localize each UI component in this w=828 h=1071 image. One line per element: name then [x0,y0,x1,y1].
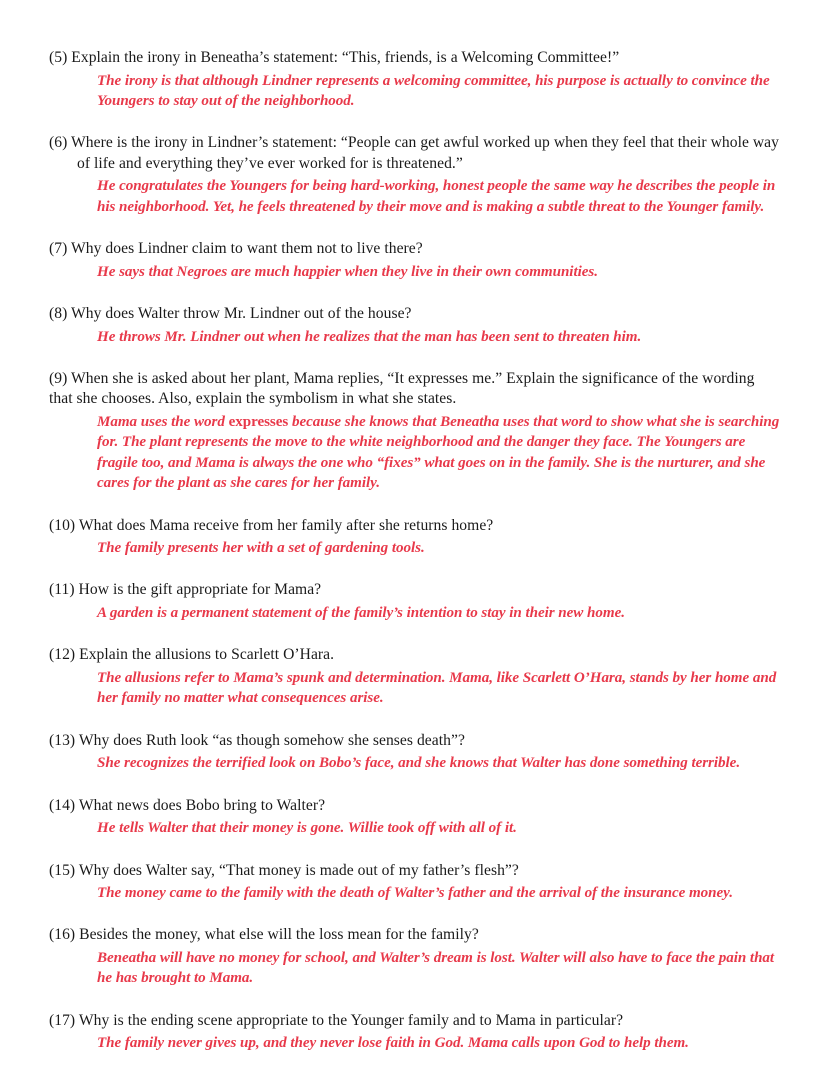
question-text: (10) What does Mama receive from her family after she returns home? [49,516,494,534]
qa-block [49,133,780,217]
question-text: (13) Why does Ruth look “as though somehow she senses death”? [49,731,465,749]
qa-block [49,861,780,904]
answer-text: He throws Mr. Lindner out when he realizes that the man has been sent to threaten him. [97,328,642,345]
qa-block [49,369,780,494]
answer-emphasis-word: expresses [228,413,289,430]
question-text: (15) Why does Walter say, “That money is made out of my father’s flesh”? [49,861,519,879]
qa-block [49,48,780,111]
answer-text: The irony is that although Lindner represents a welcoming committee, his purpose is actually to convince the Youngers to stay out of the neighborhood. [97,72,770,109]
answer-text: She recognizes the terrified look on Bobo’s face, and she knows that Walter has done something terrible. [97,755,741,772]
question-text: (7) Why does Lindner claim to want them not to live there? [49,240,423,258]
qa-block [49,304,780,347]
question-text: (9) When she is asked about her plant, Mama replies, “It expresses me.” Explain the significance of the wording that she chooses. Also, explain the symbolism in what she states. [49,369,755,408]
qa-block [49,1011,780,1054]
question-text: (6) Where is the irony in Lindner’s statement: “People can get awful worked up when they feel that their whole way of life and everything they’ve ever worked for is threatened.” [49,134,780,172]
question-text: (14) What news does Bobo bring to Walter? [49,796,326,814]
answer-segment-pre: Mama uses the word [97,413,229,430]
qa-block [49,516,780,559]
question-text: (8) Why does Walter throw Mr. Lindner out of the house? [49,305,412,323]
question-text: (5) Explain the irony in Beneatha’s statement: “This, friends, is a Welcoming Committee!” [49,49,620,66]
answer-text: The allusions refer to Mama’s spunk and determination. Mama, like Scarlett O’Hara, stands by her home and her family no matter what consequences arise. [97,669,777,707]
qa-block [49,239,780,282]
answer-text: He says that Negroes are much happier when they live in their own communities. [97,263,598,280]
question-text: (17) Why is the ending scene appropriate to the Younger family and to Mama in particular? [49,1011,624,1029]
qa-block [49,925,780,988]
answer-text: Beneatha will have no money for school, and Walter’s dream is lost. Walter will also have to face the pain that he has brought to Mama. [97,949,775,987]
question-answer-list [49,48,780,1054]
answer-text: A garden is a permanent statement of the family’s intention to stay in their new home. [97,604,625,621]
answer-text: The family presents her with a set of gardening tools. [97,540,425,557]
answer-text [49,412,780,494]
question-text: (12) Explain the allusions to Scarlett O’Hara. [49,646,335,664]
answer-text: The money came to the family with the death of Walter’s father and the arrival of the insurance money. [97,885,733,901]
answer-segment-post: because she knows that Beneatha uses that word to show what she is searching for. The plant represents the move to the white neighborhood and the danger they face. The Youngers are fragile too, and Mama is always the one who “fixes” what goes on in the family. She is the nurturer, and she cares for the plant as she cares for her family. [97,413,780,492]
qa-block [49,796,780,839]
qa-block [49,731,780,774]
answer-text: He tells Walter that their money is gone. Willie took off with all of it. [97,820,517,837]
question-text: (16) Besides the money, what else will the loss mean for the family? [49,926,479,944]
answer-text: The family never gives up, and they never lose faith in God. Mama calls upon God to help them. [97,1035,689,1052]
answer-text: He congratulates the Youngers for being hard-working, honest people the same way he describes the people in his neighborhood. Yet, he feels threatened by their move and is making a subtle threat to the Younger family. [97,178,776,215]
qa-block [49,645,780,708]
question-text: (11) How is the gift appropriate for Mama? [49,581,322,599]
qa-block [49,580,780,623]
